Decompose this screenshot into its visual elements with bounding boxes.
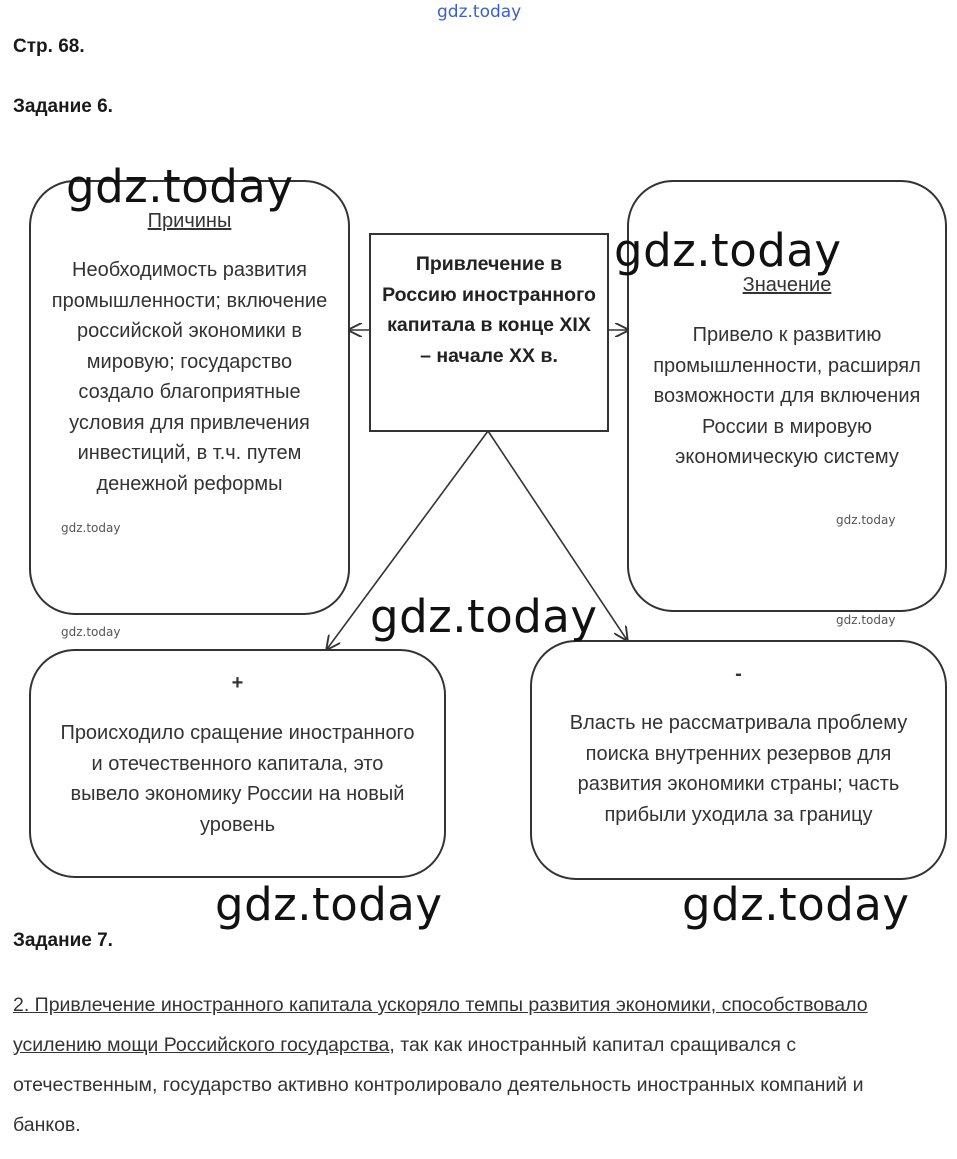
watermark-small-1: gdz.today [61, 521, 121, 535]
page-ref: Стр. 68. [13, 36, 85, 57]
watermark-small-2: gdz.today [61, 625, 121, 639]
plus-text: Происходило сращение иностранного и отечественного капитала, это вывело экономику России на новый уровень [60, 722, 415, 836]
task7-answer [13, 985, 913, 1145]
watermark-5: gdz.today [682, 878, 910, 931]
meaning-text: Привело к развитию промышленности, расширял возможности для включения России в мировую экономическую систему [653, 324, 921, 468]
minus-sign: - [735, 663, 742, 685]
task6-heading: Задание 6. [13, 96, 113, 117]
watermark-4: gdz.today [215, 878, 443, 931]
top-watermark: gdz.today [437, 2, 522, 22]
watermark-small-3: gdz.today [836, 513, 896, 527]
watermark-1: gdz.today [66, 160, 294, 213]
minus-text: Власть не рассматривала проблему поиска внутренних резервов для развития экономики страны; часть прибыли уходила за границу [569, 712, 908, 826]
reasons-title: Причины [147, 210, 232, 232]
center-topic-box [369, 233, 609, 432]
reasons-text: Необходимость развития промышленности; включение российской экономики в мировую; государство создало благоприятные условия для привлечения инвестиций, в т.ч. путем денежной реформы [51, 259, 328, 495]
task7-answer-underlined: 2. Привлечение иностранного капитала ускоряло темпы развития экономики, способствовало усилению мощи Российского государства [13, 994, 868, 1056]
task7-heading: Задание 7. [13, 930, 113, 951]
watermark-3: gdz.today [370, 590, 598, 643]
meaning-title: Значение [742, 274, 832, 296]
task7-answer-rest: , так как иностранный капитал сращивался с отечественным, государство активно контролировало деятельность иностранных компаний и банков. [13, 1034, 864, 1136]
center-topic-text: Привлечение в Россию иностранного капитала в конце XIX – начале XX в. [382, 253, 596, 367]
watermark-small-4: gdz.today [836, 613, 896, 627]
watermark-2: gdz.today [614, 224, 842, 277]
plus-sign: + [231, 672, 244, 694]
